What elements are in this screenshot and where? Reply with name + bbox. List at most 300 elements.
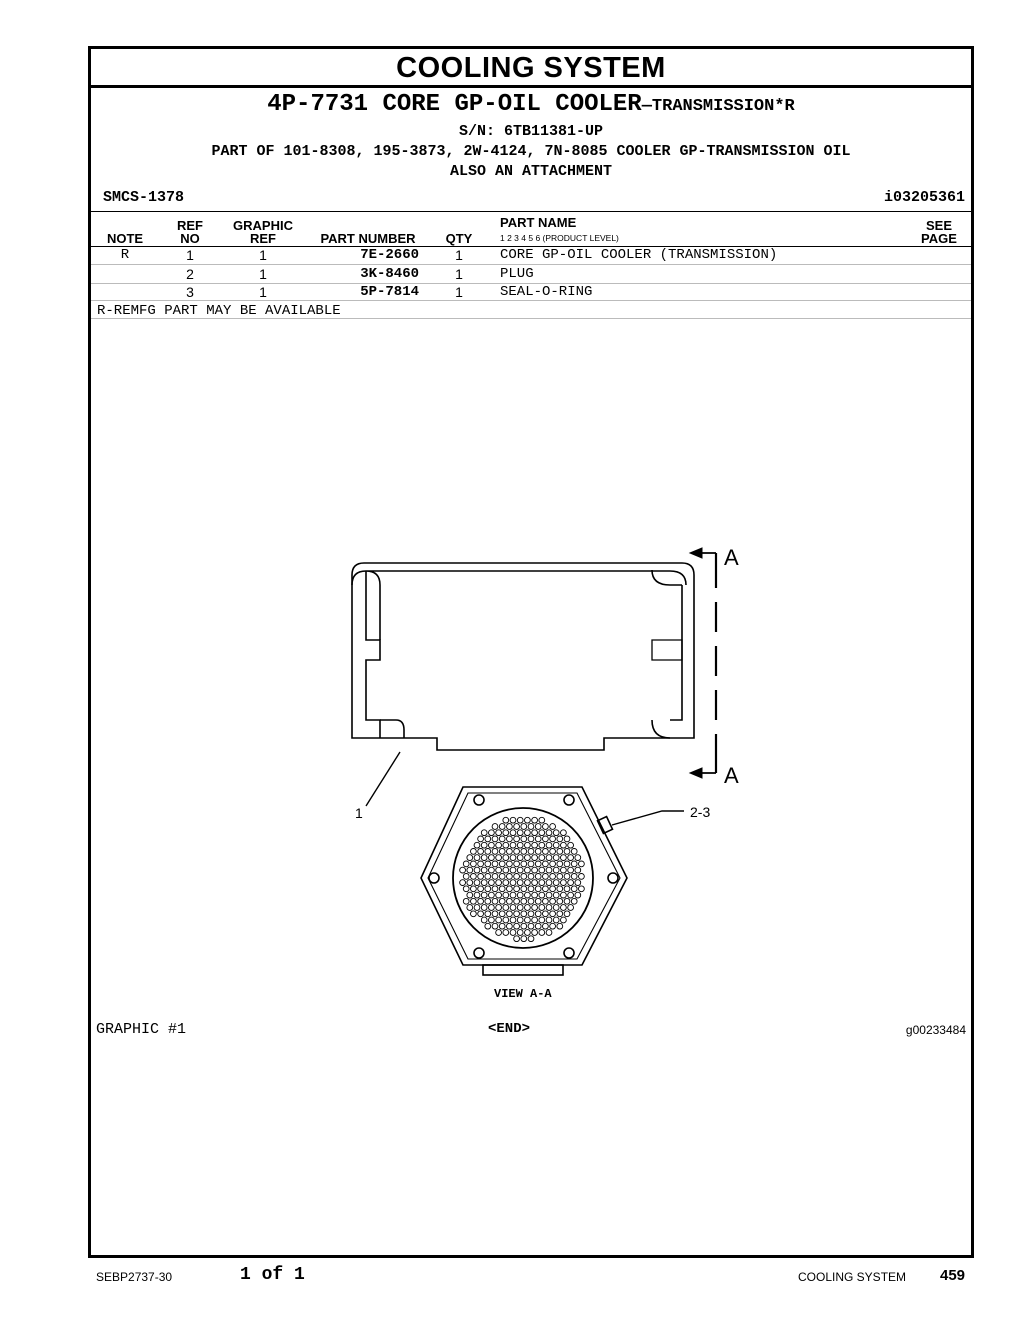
tube-hole [539, 867, 545, 873]
tube-hole [514, 923, 520, 929]
tube-hole [561, 830, 567, 836]
tube-hole [503, 930, 509, 936]
tube-hole [521, 898, 527, 904]
tube-hole [539, 880, 545, 886]
tube-hole [510, 880, 516, 886]
tube-hole [528, 836, 534, 842]
tube-hole [550, 898, 556, 904]
tube-hole [467, 880, 473, 886]
tube-hole [514, 911, 520, 917]
tube-hole [561, 842, 567, 848]
tube-hole [499, 824, 505, 830]
tube-hole [575, 855, 581, 861]
tube-hole [553, 905, 559, 911]
tube-hole [471, 874, 477, 880]
tube-hole [543, 911, 549, 917]
tube-hole [496, 917, 502, 923]
tube-hole [481, 867, 487, 873]
end-view [421, 787, 627, 975]
tube-hole [535, 824, 541, 830]
tube-hole [525, 930, 531, 936]
tube-hole [535, 849, 541, 855]
tube-hole [553, 892, 559, 898]
tube-hole [539, 905, 545, 911]
tube-hole [543, 849, 549, 855]
row-part-number: 7E-2660 [360, 247, 419, 263]
tube-hole [510, 842, 516, 848]
tube-hole [543, 923, 549, 929]
tube-hole [553, 917, 559, 923]
tube-hole [546, 905, 552, 911]
tube-hole [507, 861, 513, 867]
tube-hole [492, 923, 498, 929]
tube-hole [575, 892, 581, 898]
tube-hole [521, 936, 527, 942]
tube-hole [535, 836, 541, 842]
tube-hole [550, 861, 556, 867]
row-graphic-ref: 1 [259, 284, 267, 300]
tube-hole [564, 849, 570, 855]
product-levels: 1 2 3 4 5 6 (PRODUCT LEVEL) [500, 233, 619, 243]
tube-hole [539, 830, 545, 836]
tube-hole [550, 923, 556, 929]
tube-hole [496, 830, 502, 836]
tube-hole [532, 817, 538, 823]
tube-hole [543, 861, 549, 867]
callout-1-leader [366, 752, 400, 806]
callout-2-3-leader [612, 811, 684, 825]
tube-hole [535, 898, 541, 904]
tube-hole [528, 886, 534, 892]
tube-hole [496, 855, 502, 861]
tube-hole [503, 905, 509, 911]
tube-hole [532, 930, 538, 936]
tube-hole [499, 911, 505, 917]
tube-hole [463, 874, 469, 880]
tube-hole [492, 911, 498, 917]
illustration-id: i03205361 [883, 189, 965, 206]
attachment-line: ALSO AN ATTACHMENT [449, 163, 613, 180]
tube-hole [575, 880, 581, 886]
tube-hole [561, 880, 567, 886]
tube-hole [517, 917, 523, 923]
tube-hole [463, 898, 469, 904]
tube-hole [517, 867, 523, 873]
tube-hole [467, 905, 473, 911]
tube-hole [474, 855, 480, 861]
tube-hole [553, 830, 559, 836]
serial-number: S/N: 6TB11381-UP [458, 123, 604, 140]
tube-hole [507, 824, 513, 830]
end-label: <END> [488, 1021, 531, 1037]
tube-hole [489, 855, 495, 861]
row-part-number: 3K-8460 [360, 266, 419, 282]
tube-hole [481, 830, 487, 836]
tube-hole [539, 842, 545, 848]
tube-hole [568, 905, 574, 911]
tube-hole [525, 917, 531, 923]
tube-hole [575, 867, 581, 873]
tube-hole [460, 867, 466, 873]
tube-hole [517, 905, 523, 911]
row-graphic-ref: 1 [259, 247, 267, 263]
tube-hole [521, 911, 527, 917]
tube-hole [478, 861, 484, 867]
tube-hole [579, 861, 585, 867]
tube-hole [521, 849, 527, 855]
tube-hole [467, 892, 473, 898]
callout-1: 1 [355, 805, 363, 821]
row-qty: 1 [455, 284, 463, 300]
page-number: 459 [940, 1267, 966, 1284]
tube-hole [539, 930, 545, 936]
tube-hole [546, 880, 552, 886]
tube-hole [550, 836, 556, 842]
tube-hole [553, 842, 559, 848]
tube-hole [507, 911, 513, 917]
col-part-number: PART NUMBER [320, 231, 416, 246]
col-see-1: SEE [925, 218, 952, 233]
side-view [352, 563, 694, 750]
tube-hole [532, 905, 538, 911]
tube-hole [492, 886, 498, 892]
row-ref-no: 2 [186, 266, 194, 282]
tube-hole [492, 874, 498, 880]
tube-hole [528, 911, 534, 917]
tube-hole [471, 911, 477, 917]
tube-hole [485, 836, 491, 842]
tube-hole [489, 917, 495, 923]
section-a-top: A [724, 545, 739, 570]
tube-hole [550, 874, 556, 880]
tube-hole [521, 923, 527, 929]
tube-hole [517, 817, 523, 823]
tube-hole [564, 861, 570, 867]
tube-hole [553, 855, 559, 861]
tube-hole [489, 905, 495, 911]
tube-hole [499, 861, 505, 867]
tube-hole [517, 930, 523, 936]
tube-hole [521, 824, 527, 830]
tube-hole [557, 911, 563, 917]
document-id: SEBP2737-30 [96, 1270, 173, 1284]
tube-hole [503, 842, 509, 848]
tube-hole [564, 886, 570, 892]
tube-hole [543, 824, 549, 830]
col-qty: QTY [445, 231, 473, 246]
tube-hole [579, 886, 585, 892]
tube-hole [514, 936, 520, 942]
tube-hole [471, 849, 477, 855]
tube-hole [507, 874, 513, 880]
tube-hole [471, 898, 477, 904]
col-note: NOTE [106, 231, 144, 246]
tube-hole [496, 867, 502, 873]
tube-hole [568, 880, 574, 886]
tube-hole [474, 867, 480, 873]
tube-hole [525, 867, 531, 873]
col-see-2: PAGE [921, 231, 957, 246]
tube-hole [471, 886, 477, 892]
tube-hole [492, 898, 498, 904]
tube-hole [532, 867, 538, 873]
tube-hole [528, 874, 534, 880]
tube-hole [543, 886, 549, 892]
row-ref-no: 1 [186, 247, 194, 263]
tube-hole [510, 892, 516, 898]
tube-hole [546, 830, 552, 836]
callout-2-3: 2-3 [690, 804, 711, 820]
tube-hole [507, 886, 513, 892]
tube-hole [478, 874, 484, 880]
tube-hole [571, 849, 577, 855]
tube-hole [525, 880, 531, 886]
tube-hole [499, 898, 505, 904]
row-part-name: CORE GP-OIL COOLER (TRANSMISSION) [500, 247, 778, 263]
row-ref-no: 3 [186, 284, 194, 300]
remfg-footnote: R-REMFG PART MAY BE AVAILABLE [97, 303, 341, 319]
tube-hole [514, 874, 520, 880]
tube-hole [510, 830, 516, 836]
tube-hole [510, 905, 516, 911]
tube-hole [485, 849, 491, 855]
page-of: 1 of 1 [240, 1265, 305, 1285]
tube-hole [496, 930, 502, 936]
group-title-main: 4P-7731 CORE GP-OIL COOLER [267, 91, 642, 118]
tube-hole [481, 905, 487, 911]
tube-hole [528, 849, 534, 855]
tube-hole [503, 817, 509, 823]
tube-hole [546, 855, 552, 861]
tube-hole [478, 849, 484, 855]
tube-hole [514, 824, 520, 830]
tube-hole [492, 824, 498, 830]
tube-hole [467, 867, 473, 873]
tube-hole [503, 867, 509, 873]
view-label: VIEW A-A [494, 987, 552, 1001]
tube-hole [571, 861, 577, 867]
tube-hole [514, 886, 520, 892]
tube-hole [510, 817, 516, 823]
row-note: R [120, 247, 130, 263]
graphic-id: g00233484 [905, 1023, 966, 1037]
tube-hole [481, 880, 487, 886]
section-a-bottom: A [724, 763, 739, 788]
tube-hole [539, 855, 545, 861]
tube-hole [561, 867, 567, 873]
part-of-line: PART OF 101-8308, 195-3873, 2W-4124, 7N-8085 COOLER GP-TRANSMISSION OIL [211, 143, 851, 160]
tube-hole [571, 898, 577, 904]
tube-hole [510, 917, 516, 923]
tube-hole [557, 898, 563, 904]
tube-hole [528, 861, 534, 867]
tube-hole [550, 824, 556, 830]
col-graphic-1: GRAPHIC [233, 218, 293, 233]
tube-hole [532, 855, 538, 861]
tube-hole [478, 898, 484, 904]
tube-hole [514, 861, 520, 867]
tube-hole [507, 836, 513, 842]
tube-hole [517, 855, 523, 861]
tube-hole [485, 923, 491, 929]
tube-hole [546, 842, 552, 848]
tube-hole [478, 911, 484, 917]
tube-hole [525, 855, 531, 861]
tube-hole [528, 824, 534, 830]
tube-hole [514, 849, 520, 855]
tube-hole [496, 842, 502, 848]
tube-hole [478, 886, 484, 892]
tube-hole [564, 836, 570, 842]
tube-hole [561, 905, 567, 911]
tube-hole [463, 886, 469, 892]
tube-hole [561, 917, 567, 923]
tube-hole [543, 898, 549, 904]
tube-hole [525, 817, 531, 823]
tube-hole [532, 917, 538, 923]
tube-hole [499, 886, 505, 892]
tube-hole [499, 849, 505, 855]
tube-hole [510, 855, 516, 861]
tube-hole [503, 855, 509, 861]
tube-hole [535, 886, 541, 892]
tube-hole [557, 861, 563, 867]
tube-hole [539, 892, 545, 898]
row-part-name: PLUG [500, 266, 534, 282]
row-part-number: 5P-7814 [360, 284, 419, 300]
tube-hole [528, 936, 534, 942]
row-graphic-ref: 1 [259, 266, 267, 282]
tube-hole [553, 880, 559, 886]
tube-hole [532, 830, 538, 836]
tube-hole [525, 842, 531, 848]
tube-hole [510, 867, 516, 873]
tube-hole [474, 880, 480, 886]
tube-hole [517, 892, 523, 898]
tube-hole [474, 892, 480, 898]
tube-hole [535, 911, 541, 917]
tube-hole [568, 855, 574, 861]
tube-hole [557, 886, 563, 892]
tube-hole [528, 923, 534, 929]
tube-hole [507, 898, 513, 904]
tube-hole [503, 892, 509, 898]
tube-hole [499, 836, 505, 842]
tube-hole [485, 898, 491, 904]
tube-hole [517, 830, 523, 836]
tube-hole [568, 892, 574, 898]
tube-hole [579, 874, 585, 880]
footer-section: COOLING SYSTEM [798, 1270, 907, 1284]
tube-hole [550, 849, 556, 855]
tube-hole [557, 849, 563, 855]
tube-hole [564, 874, 570, 880]
tube-hole [489, 880, 495, 886]
tube-hole [460, 880, 466, 886]
tube-hole [503, 880, 509, 886]
tube-hole [539, 817, 545, 823]
tube-hole [503, 917, 509, 923]
tube-hole [521, 836, 527, 842]
row-qty: 1 [455, 266, 463, 282]
tube-hole [485, 861, 491, 867]
tube-hole [528, 898, 534, 904]
tube-hole [553, 867, 559, 873]
tube-hole [546, 867, 552, 873]
tube-hole [525, 830, 531, 836]
tube-pattern [460, 817, 585, 941]
tube-hole [525, 905, 531, 911]
tube-hole [503, 830, 509, 836]
tube-hole [557, 923, 563, 929]
tube-hole [568, 867, 574, 873]
col-ref-2: NO [180, 231, 200, 246]
tube-hole [499, 923, 505, 929]
tube-hole [557, 836, 563, 842]
tube-hole [474, 905, 480, 911]
page-title: COOLING SYSTEM [91, 49, 971, 88]
tube-hole [499, 874, 505, 880]
tube-hole [514, 898, 520, 904]
tube-hole [550, 886, 556, 892]
tube-hole [521, 886, 527, 892]
tube-hole [474, 842, 480, 848]
tube-hole [546, 930, 552, 936]
tube-hole [532, 880, 538, 886]
tube-hole [496, 905, 502, 911]
tube-hole [485, 911, 491, 917]
tube-hole [521, 861, 527, 867]
tube-hole [571, 874, 577, 880]
tube-hole [525, 892, 531, 898]
tube-hole [561, 892, 567, 898]
tube-hole [532, 842, 538, 848]
tube-hole [557, 874, 563, 880]
tube-hole [561, 855, 567, 861]
tube-hole [546, 892, 552, 898]
tube-hole [543, 874, 549, 880]
tube-hole [492, 861, 498, 867]
tube-hole [467, 855, 473, 861]
tube-hole [510, 930, 516, 936]
tube-hole [543, 836, 549, 842]
group-title-sub: —TRANSMISSION*R [641, 97, 795, 116]
tube-hole [521, 874, 527, 880]
graphic-label: GRAPHIC #1 [96, 1021, 187, 1038]
tube-hole [489, 830, 495, 836]
tube-hole [564, 911, 570, 917]
tube-hole [564, 898, 570, 904]
tube-hole [471, 861, 477, 867]
tube-hole [517, 880, 523, 886]
col-ref-1: REF [177, 218, 203, 233]
tube-hole [568, 842, 574, 848]
tube-hole [535, 874, 541, 880]
tube-hole [481, 855, 487, 861]
tube-hole [550, 911, 556, 917]
tube-hole [489, 867, 495, 873]
tube-hole [517, 842, 523, 848]
tube-hole [463, 861, 469, 867]
tube-hole [507, 923, 513, 929]
col-graphic-2: REF [250, 231, 276, 246]
tube-hole [489, 892, 495, 898]
tube-hole [492, 849, 498, 855]
tube-hole [535, 861, 541, 867]
tube-hole [478, 836, 484, 842]
tube-hole [496, 892, 502, 898]
smcs-code: SMCS-1378 [103, 189, 185, 206]
